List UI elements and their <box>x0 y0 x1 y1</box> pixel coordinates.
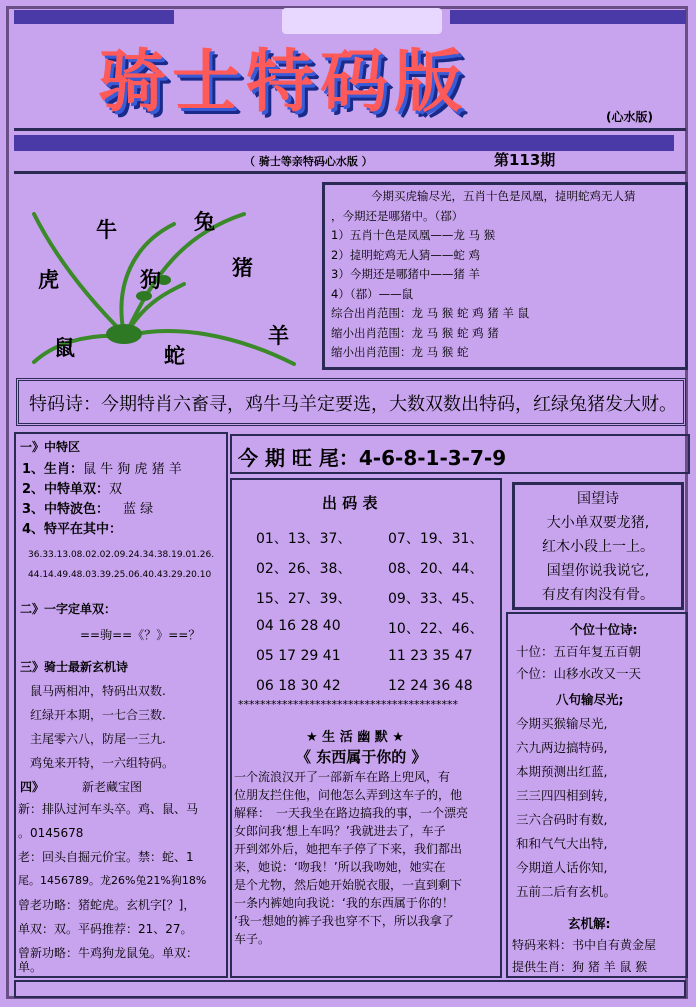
box-title: 玄机解: <box>568 916 611 931</box>
treasure-map-title: 新老藏宝图 <box>82 780 143 794</box>
poem-line: 红绿开本期，一七合三数. <box>30 708 166 722</box>
poem-line: 有皮有肉没有骨。 <box>542 587 654 603</box>
info-row <box>22 458 182 477</box>
prediction-line: 综合出肖范围：龙 马 猴 蛇 鸡 猪 羊 鼠 <box>331 306 530 320</box>
story-line: 来，她说：‘吻我！’所以我吻她，她实在 <box>234 860 446 874</box>
digit-line: 十位：五百年复五百朝 <box>516 644 642 659</box>
story-line: 车子。 <box>234 932 271 946</box>
code-row <box>388 528 483 548</box>
prediction-line: ，今期还是哪猪中。（鄀） <box>331 208 464 223</box>
zodiac-label: 狗 <box>140 267 161 292</box>
poem-line: 三六合码时有数, <box>516 812 608 827</box>
prediction-line: 缩小出肖范围：龙 马 猴 蛇 鸡 猪 <box>331 325 499 340</box>
story-line: 开到郊外后，她把车子停了下来，我们都出 <box>234 842 463 856</box>
zodiac-label: 蛇 <box>164 343 185 368</box>
info-value: 蓝 绿 <box>123 502 154 517</box>
issue-bar <box>14 128 686 174</box>
zodiac-label: 鼠 <box>54 335 75 360</box>
poem-line: 今期道人话你知, <box>516 860 608 875</box>
code-cell: 07、19、31、 <box>388 531 484 547</box>
odd-even-code: ==驹==《？》==？ <box>80 628 201 642</box>
story-line: 一条内裤她向我说：‘我的东西属于你的！ <box>234 896 454 910</box>
national-poem-box <box>512 482 684 610</box>
code-table-title: 出 码 表 <box>322 494 378 512</box>
poem-line: 三三四四相到转, <box>516 788 608 803</box>
issue-subtitle: （ 骑士等亲特码心水版 ） <box>244 155 373 168</box>
poem-line: 和和气气大出特, <box>516 836 608 851</box>
section-title: 二》一字定单双： <box>20 602 117 616</box>
zodiac-label: 羊 <box>268 323 289 348</box>
masthead-title: 骑士特码版 <box>98 42 469 122</box>
prediction-line: 1）五肖十色是凤凰——龙 马 猴 <box>331 228 496 242</box>
top-decor-bar-left <box>14 10 174 24</box>
treasure-line: 。0145678 <box>18 826 84 840</box>
special-code-poem: 特码诗：今期特肖六畜寻，鸡牛马羊定要选，大数双数出特码，红绿兔猪发大财。 <box>16 378 686 426</box>
box-title: 个位十位诗: <box>570 622 638 637</box>
code-cell: 05 17 29 41 <box>256 648 341 664</box>
treasure-line: 老：回头自掘元价宝。禁：蛇、1 <box>18 850 194 864</box>
info-row <box>22 478 122 497</box>
number-list: 44.14.49.48.03.39.25.06.40.43.29.20.10 <box>28 570 212 580</box>
story-line: 一个流浪汉开了一部新车在路上兜风，有 <box>234 770 451 784</box>
code-cell: 01、13、37、 <box>256 531 352 547</box>
zodiac-label: 虎 <box>38 267 59 292</box>
poem-line: 今期买猴输尽光, <box>516 716 608 731</box>
number-list: 36.33.13.08.02.02.09.24.34.38.19.01.26. <box>28 550 215 560</box>
right-column <box>506 612 688 978</box>
code-row <box>388 618 483 638</box>
story-title: 《 东西属于你的 》 <box>296 748 427 766</box>
code-row <box>256 648 341 664</box>
code-row <box>388 558 483 578</box>
box-title: 八句输尽光; <box>556 692 624 707</box>
prediction-line: 今期买虎输尽光，五肖十色是凤凰，㨗明蛇鸡无人猜 <box>371 189 636 203</box>
treasure-line: 新：排队过河车头卒。鸡、鼠、马 <box>18 802 199 816</box>
code-row <box>256 528 351 548</box>
prediction-line: 2）㨗明蛇鸡无人猜——蛇 鸡 <box>331 247 480 262</box>
top-decor-bar-right <box>450 10 686 24</box>
poem-line: 大小单双要龙猪, <box>546 515 650 531</box>
section-title: 一》中特区 <box>20 440 81 454</box>
code-cell: 08、20、44、 <box>388 561 484 577</box>
poem-line: 国望你说我说它, <box>546 563 650 579</box>
treasure-line: 单双：双。平码推荐：21、27。 <box>18 922 193 936</box>
code-cell: 12 24 36 48 <box>388 678 473 694</box>
poem-line: 六九两边搞特码, <box>516 740 608 755</box>
humor-title: ★ 生 活 幽 默 ★ <box>306 730 404 745</box>
code-cell: 02、26、38、 <box>256 561 352 577</box>
treasure-line: 单。 <box>18 960 43 974</box>
edition-label: (心水版) <box>606 110 653 124</box>
prediction-line: 3）今期还是哪猪中——猪 羊 <box>331 267 480 281</box>
star-divider: **************************************** <box>238 698 458 711</box>
story-line: 解释： 一天我坐在路边搞我的事，一个漂亮 <box>234 806 469 820</box>
poem-line: 红木小段上一上。 <box>542 539 654 555</box>
lucky-tail-value: 4-6-8-1-3-7-9 <box>358 446 507 470</box>
info-key: 4、特平在其中： <box>22 522 123 537</box>
treasure-line: 尾。1456789。龙26%兔21%狗18% <box>18 874 207 887</box>
info-key: 1、生肖： <box>22 462 84 477</box>
code-row <box>256 618 341 634</box>
code-cell: 15、27、39、 <box>256 591 352 607</box>
code-row <box>388 678 473 694</box>
story-line: 女郎问我‘想上车吗？’我就进去了，车子 <box>234 824 446 838</box>
section-title: 三》骑士最新玄机诗 <box>20 660 129 674</box>
treasure-line: 曾新功略：牛鸡狗龙鼠兔。单双： <box>18 946 199 960</box>
code-row <box>256 558 351 578</box>
lucky-tail-bar <box>230 434 690 474</box>
prediction-line: 缩小出肖范围：龙 马 猴 蛇 <box>331 345 469 359</box>
code-cell: 06 18 30 42 <box>256 678 341 694</box>
code-cell: 11 23 35 47 <box>388 648 473 664</box>
poem-line: 本期预测出红蓝, <box>516 764 608 779</box>
code-row <box>256 678 341 694</box>
info-key: 2、中特单双： <box>22 482 110 497</box>
box-title: 国望诗 <box>577 491 619 507</box>
issue-bar-stripe <box>14 135 674 151</box>
lucky-tail-label: 今 期 旺 尾： <box>238 446 359 470</box>
zodiac-label: 牛 <box>96 217 117 242</box>
prediction-line: 4）（鄀）——鼠 <box>331 286 414 301</box>
info-row <box>22 518 122 537</box>
digit-line: 个位：山移水改又一天 <box>516 666 642 681</box>
info-key: 3、中特波色： <box>22 502 110 517</box>
story-line: 位朋友拦住他，问他怎么弄到这车子的，他 <box>234 788 463 802</box>
xuanji-line: 提供生肖：狗 猪 羊 鼠 猴 <box>512 960 648 974</box>
code-cell: 04 16 28 40 <box>256 618 341 634</box>
treasure-line: 曾老功略：猪蛇虎。玄机字[？]， <box>18 898 196 912</box>
issue-number: 第113期 <box>494 151 556 169</box>
xuanji-line: 特码来料：书中自有黄金屋 <box>512 938 657 952</box>
info-value: 双 <box>109 482 123 497</box>
code-cell: 10、22、46、 <box>388 621 484 637</box>
info-value: 鼠 牛 狗 虎 猪 羊 <box>83 462 182 477</box>
story-line: ’我一想她的裤子我也穿不下，所以我拿了 <box>234 914 454 928</box>
zodiac-label: 猪 <box>232 255 253 280</box>
poem-line: 鼠马两相冲，特码出双数. <box>30 684 166 698</box>
poem-line: 主尾零六八，防尾一三九. <box>30 732 166 746</box>
left-column <box>14 432 228 978</box>
code-row <box>256 588 351 608</box>
code-row <box>388 588 483 608</box>
footer-bar <box>14 980 686 998</box>
code-row <box>388 648 473 664</box>
code-table-box <box>230 478 502 978</box>
section-title: 四》 <box>20 780 45 794</box>
zodiac-label: 兔 <box>194 209 215 234</box>
story-line: 是个尤物，然后她开始脱衣服，一直到剩下 <box>234 878 463 892</box>
poem-line: 鸡兔来开特，一六组特码。 <box>30 756 175 770</box>
poem-line: 五前二后有玄机。 <box>516 884 617 899</box>
prediction-box <box>322 182 688 370</box>
info-row <box>22 498 153 517</box>
code-cell: 09、33、45、 <box>388 591 484 607</box>
